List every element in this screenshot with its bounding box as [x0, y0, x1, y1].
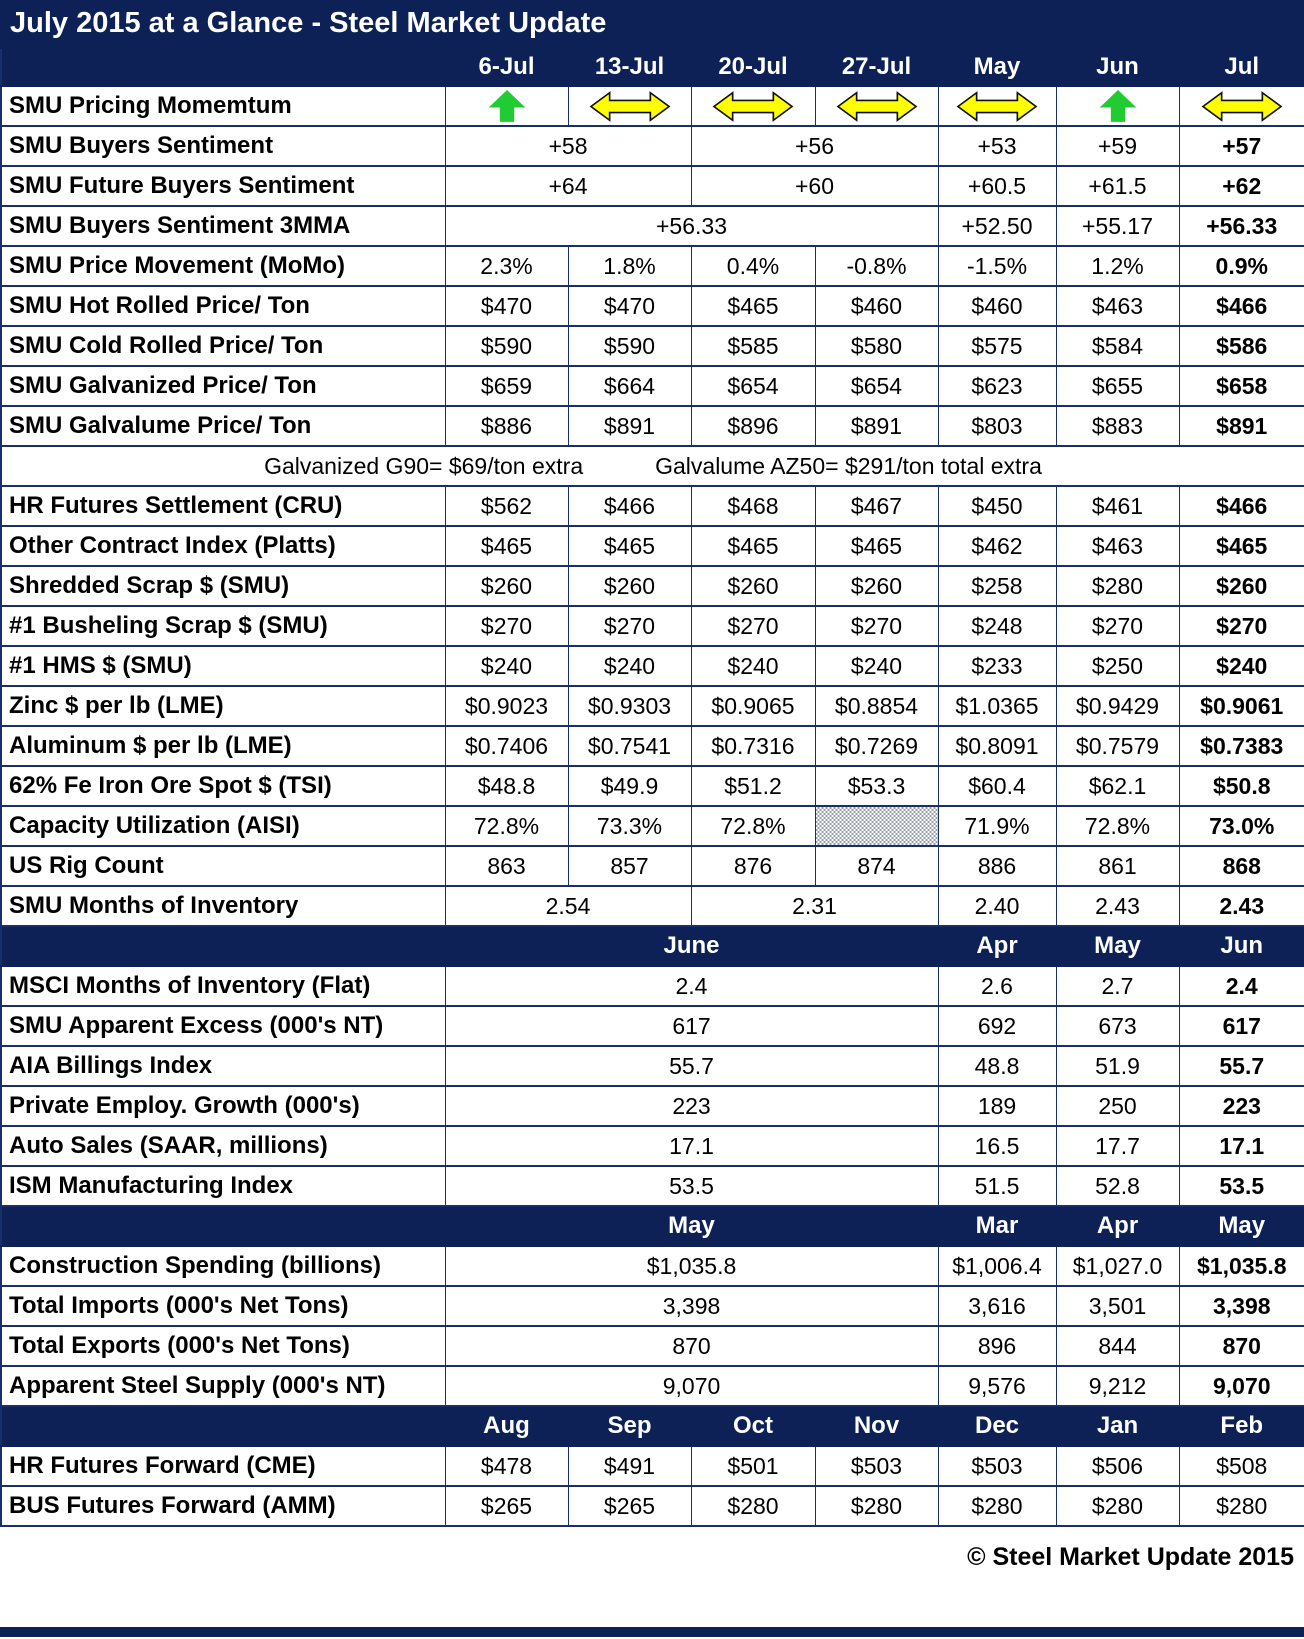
value-cell: 0.4% [691, 246, 815, 286]
row-label: Construction Spending (billions) [1, 1246, 445, 1286]
value-cell: $0.7406 [445, 726, 568, 766]
value-cell: $891 [568, 406, 691, 446]
value-cell: +52.50 [938, 206, 1056, 246]
value-cell: $623 [938, 366, 1056, 406]
value-cell: 2.43 [1056, 886, 1179, 926]
momentum-cell [815, 86, 938, 126]
month-header-cell: Apr [938, 926, 1056, 966]
momentum-cell [691, 86, 815, 126]
value-cell: 223 [1179, 1086, 1304, 1126]
value-cell: $270 [815, 606, 938, 646]
value-cell: $280 [1056, 566, 1179, 606]
value-cell: $280 [938, 1486, 1056, 1526]
value-cell: 2.4 [445, 966, 938, 1006]
table-row [1, 1126, 1304, 1166]
value-cell: $460 [815, 286, 938, 326]
row-label: MSCI Months of Inventory (Flat) [1, 966, 445, 1006]
column-header: Jul [1179, 48, 1304, 86]
month-header-cell: May [445, 1206, 938, 1246]
value-cell: $460 [938, 286, 1056, 326]
value-cell: $891 [1179, 406, 1304, 446]
row-label: AIA Billings Index [1, 1046, 445, 1086]
value-cell: -1.5% [938, 246, 1056, 286]
value-cell: 51.5 [938, 1166, 1056, 1206]
value-cell: $503 [815, 1446, 938, 1486]
value-cell: 72.8% [1056, 806, 1179, 846]
value-cell: $655 [1056, 366, 1179, 406]
row-label: SMU Buyers Sentiment 3MMA [1, 206, 445, 246]
row-label: SMU Buyers Sentiment [1, 126, 445, 166]
footnote-text: Galvalume AZ50= $291/ton total extra [655, 452, 1042, 479]
row-label: SMU Galvanized Price/ Ton [1, 366, 445, 406]
value-cell: 223 [445, 1086, 938, 1126]
row-label: #1 HMS $ (SMU) [1, 646, 445, 686]
no-data-hatch-cell [815, 806, 938, 846]
value-cell: 3,616 [938, 1286, 1056, 1326]
value-cell: 2.7 [1056, 966, 1179, 1006]
value-cell: 870 [445, 1326, 938, 1366]
row-label: SMU Months of Inventory [1, 886, 445, 926]
row-label: SMU Price Movement (MoMo) [1, 246, 445, 286]
row-label: Total Exports (000's Net Tons) [1, 1326, 445, 1366]
table-row [1, 686, 1304, 726]
value-cell: $280 [815, 1486, 938, 1526]
column-header: 13-Jul [568, 48, 691, 86]
value-cell: $280 [691, 1486, 815, 1526]
value-cell: $1,035.8 [445, 1246, 938, 1286]
value-cell: $463 [1056, 526, 1179, 566]
value-cell: 48.8 [938, 1046, 1056, 1086]
table-row [1, 1486, 1304, 1526]
value-cell: 9,212 [1056, 1366, 1179, 1406]
left-right-arrow-icon [1192, 90, 1292, 123]
row-label: Auto Sales (SAAR, millions) [1, 1126, 445, 1166]
value-cell: +64 [445, 166, 691, 206]
momentum-cell [938, 86, 1056, 126]
value-cell: -0.8% [815, 246, 938, 286]
value-cell: 896 [938, 1326, 1056, 1366]
value-cell: $260 [815, 566, 938, 606]
row-label: Total Imports (000's Net Tons) [1, 1286, 445, 1326]
column-header: Jun [1056, 48, 1179, 86]
table-row [1, 646, 1304, 686]
month-header-cell: Nov [815, 1406, 938, 1446]
table-row [1, 406, 1304, 446]
value-cell: 2.3% [445, 246, 568, 286]
value-cell: 870 [1179, 1326, 1304, 1366]
value-cell: $53.3 [815, 766, 938, 806]
row-label: Shredded Scrap $ (SMU) [1, 566, 445, 606]
table-row [1, 726, 1304, 766]
row-label: Other Contract Index (Platts) [1, 526, 445, 566]
month-header-row [1, 1406, 1304, 1446]
row-label: Private Employ. Growth (000's) [1, 1086, 445, 1126]
value-cell: $508 [1179, 1446, 1304, 1486]
value-cell: $891 [815, 406, 938, 446]
value-cell: $0.8091 [938, 726, 1056, 766]
value-cell: $468 [691, 486, 815, 526]
value-cell: $467 [815, 486, 938, 526]
value-cell: 3,398 [1179, 1286, 1304, 1326]
row-label: 62% Fe Iron Ore Spot $ (TSI) [1, 766, 445, 806]
value-cell: $265 [445, 1486, 568, 1526]
value-cell: 9,576 [938, 1366, 1056, 1406]
row-label: Zinc $ per lb (LME) [1, 686, 445, 726]
value-cell: 1.8% [568, 246, 691, 286]
value-cell: 55.7 [445, 1046, 938, 1086]
value-cell: 857 [568, 846, 691, 886]
value-cell: $0.9061 [1179, 686, 1304, 726]
value-cell: $62.1 [1056, 766, 1179, 806]
up-arrow-icon [475, 89, 539, 123]
page-title: July 2015 at a Glance - Steel Market Update [10, 7, 607, 39]
value-cell: 72.8% [691, 806, 815, 846]
value-cell: $883 [1056, 406, 1179, 446]
value-cell: 3,501 [1056, 1286, 1179, 1326]
table-row [1, 246, 1304, 286]
value-cell: $562 [445, 486, 568, 526]
table-row [1, 846, 1304, 886]
market-table [0, 47, 1304, 1527]
value-cell: $465 [1179, 526, 1304, 566]
value-cell: 1.2% [1056, 246, 1179, 286]
value-cell: $0.9023 [445, 686, 568, 726]
value-cell: $1,006.4 [938, 1246, 1056, 1286]
value-cell: $240 [568, 646, 691, 686]
value-cell: $586 [1179, 326, 1304, 366]
value-cell: $265 [568, 1486, 691, 1526]
value-cell: $0.7383 [1179, 726, 1304, 766]
value-cell: 250 [1056, 1086, 1179, 1126]
value-cell: $1.0365 [938, 686, 1056, 726]
value-cell: 16.5 [938, 1126, 1056, 1166]
value-cell: $240 [1179, 646, 1304, 686]
momentum-cell [1056, 86, 1179, 126]
value-cell: $270 [691, 606, 815, 646]
month-header-cell: June [445, 926, 938, 966]
value-cell: +57 [1179, 126, 1304, 166]
value-cell: $0.7316 [691, 726, 815, 766]
month-header-spacer [1, 1406, 445, 1446]
table-row [1, 286, 1304, 326]
value-cell: $463 [1056, 286, 1179, 326]
row-label: US Rig Count [1, 846, 445, 886]
value-cell: 844 [1056, 1326, 1179, 1366]
value-cell: $0.7579 [1056, 726, 1179, 766]
value-cell: $465 [691, 526, 815, 566]
table-row [1, 86, 1304, 126]
value-cell: $0.9065 [691, 686, 815, 726]
value-cell: 868 [1179, 846, 1304, 886]
value-cell: +60.5 [938, 166, 1056, 206]
value-cell: +59 [1056, 126, 1179, 166]
value-cell: +61.5 [1056, 166, 1179, 206]
value-cell: $658 [1179, 366, 1304, 406]
row-label: Capacity Utilization (AISI) [1, 806, 445, 846]
row-label: BUS Futures Forward (AMM) [1, 1486, 445, 1526]
table-row [1, 526, 1304, 566]
value-cell: 72.8% [445, 806, 568, 846]
bottom-bar [0, 1627, 1304, 1637]
value-cell: $260 [1179, 566, 1304, 606]
row-label: SMU Galvalume Price/ Ton [1, 406, 445, 446]
value-cell: 73.3% [568, 806, 691, 846]
value-cell: 9,070 [1179, 1366, 1304, 1406]
value-cell: 861 [1056, 846, 1179, 886]
value-cell: $270 [445, 606, 568, 646]
value-cell: $240 [691, 646, 815, 686]
row-label: Aluminum $ per lb (LME) [1, 726, 445, 766]
value-cell: $654 [815, 366, 938, 406]
value-cell: $584 [1056, 326, 1179, 366]
value-cell: $590 [445, 326, 568, 366]
row-label: SMU Cold Rolled Price/ Ton [1, 326, 445, 366]
value-cell: +55.17 [1056, 206, 1179, 246]
value-cell: 2.31 [691, 886, 938, 926]
value-cell: $48.8 [445, 766, 568, 806]
month-header-cell: Jun [1179, 926, 1304, 966]
table-row [1, 486, 1304, 526]
value-cell: 3,398 [445, 1286, 938, 1326]
value-cell: $465 [691, 286, 815, 326]
value-cell: 17.7 [1056, 1126, 1179, 1166]
row-label: SMU Pricing Momemtum [1, 86, 445, 126]
value-cell: $506 [1056, 1446, 1179, 1486]
value-cell: 0.9% [1179, 246, 1304, 286]
month-header-cell: Mar [938, 1206, 1056, 1246]
left-right-arrow-icon [580, 90, 680, 123]
value-cell: +60 [691, 166, 938, 206]
value-cell: $503 [938, 1446, 1056, 1486]
month-header-cell: May [1179, 1206, 1304, 1246]
value-cell: $470 [568, 286, 691, 326]
value-cell: 17.1 [445, 1126, 938, 1166]
footer [0, 1527, 1304, 1637]
month-header-cell: Dec [938, 1406, 1056, 1446]
left-right-arrow-icon [947, 90, 1047, 123]
value-cell: 73.0% [1179, 806, 1304, 846]
table-row [1, 966, 1304, 1006]
value-cell: $886 [445, 406, 568, 446]
table-row [1, 886, 1304, 926]
left-right-arrow-icon [703, 90, 803, 123]
value-cell: 863 [445, 846, 568, 886]
value-cell: $240 [445, 646, 568, 686]
value-cell: +58 [445, 126, 691, 166]
footnote [1, 446, 1304, 486]
value-cell: $0.7269 [815, 726, 938, 766]
column-header: 6-Jul [445, 48, 568, 86]
month-header-cell: Jan [1056, 1406, 1179, 1446]
value-cell: $233 [938, 646, 1056, 686]
value-cell: $465 [445, 526, 568, 566]
month-header-cell: May [1056, 926, 1179, 966]
value-cell: $470 [445, 286, 568, 326]
value-cell: 874 [815, 846, 938, 886]
value-cell: 2.40 [938, 886, 1056, 926]
value-cell: $465 [568, 526, 691, 566]
value-cell: $466 [568, 486, 691, 526]
value-cell: $260 [568, 566, 691, 606]
table-row [1, 1046, 1304, 1086]
value-cell: +56 [691, 126, 938, 166]
month-header-cell: Feb [1179, 1406, 1304, 1446]
value-cell: $664 [568, 366, 691, 406]
value-cell: 52.8 [1056, 1166, 1179, 1206]
month-header-spacer [1, 926, 445, 966]
table-row [1, 126, 1304, 166]
row-label: SMU Apparent Excess (000's NT) [1, 1006, 445, 1046]
value-cell: $465 [815, 526, 938, 566]
value-cell: $462 [938, 526, 1056, 566]
value-cell: $580 [815, 326, 938, 366]
value-cell: $896 [691, 406, 815, 446]
value-cell: 53.5 [445, 1166, 938, 1206]
table-row [1, 1366, 1304, 1406]
table-row [1, 1246, 1304, 1286]
footnote-row [1, 446, 1304, 486]
market-table-body [1, 48, 1304, 1526]
left-right-arrow-icon [827, 90, 927, 123]
value-cell: $466 [1179, 486, 1304, 526]
value-cell: $258 [938, 566, 1056, 606]
value-cell: 17.1 [1179, 1126, 1304, 1166]
row-label: #1 Busheling Scrap $ (SMU) [1, 606, 445, 646]
row-label: SMU Future Buyers Sentiment [1, 166, 445, 206]
value-cell: +62 [1179, 166, 1304, 206]
value-cell: 673 [1056, 1006, 1179, 1046]
value-cell: 2.54 [445, 886, 691, 926]
value-cell: +56.33 [1179, 206, 1304, 246]
value-cell: 876 [691, 846, 815, 886]
value-cell: $654 [691, 366, 815, 406]
value-cell: $590 [568, 326, 691, 366]
table-row [1, 606, 1304, 646]
value-cell: $501 [691, 1446, 815, 1486]
value-cell: $0.9429 [1056, 686, 1179, 726]
value-cell: $0.9303 [568, 686, 691, 726]
row-label: ISM Manufacturing Index [1, 1166, 445, 1206]
column-header-spacer [1, 48, 445, 86]
month-header-cell: Oct [691, 1406, 815, 1446]
value-cell: 886 [938, 846, 1056, 886]
momentum-cell [445, 86, 568, 126]
row-label: Apparent Steel Supply (000's NT) [1, 1366, 445, 1406]
value-cell: $50.8 [1179, 766, 1304, 806]
value-cell: $1,027.0 [1056, 1246, 1179, 1286]
value-cell: 2.6 [938, 966, 1056, 1006]
value-cell: $280 [1179, 1486, 1304, 1526]
value-cell: $466 [1179, 286, 1304, 326]
row-label: SMU Hot Rolled Price/ Ton [1, 286, 445, 326]
value-cell: $49.9 [568, 766, 691, 806]
value-cell: $461 [1056, 486, 1179, 526]
month-header-cell: Sep [568, 1406, 691, 1446]
value-cell: $1,035.8 [1179, 1246, 1304, 1286]
value-cell: $450 [938, 486, 1056, 526]
column-header: May [938, 48, 1056, 86]
value-cell: 617 [1179, 1006, 1304, 1046]
month-header-row [1, 1206, 1304, 1246]
table-row [1, 1166, 1304, 1206]
value-cell: $0.8854 [815, 686, 938, 726]
value-cell: 53.5 [1179, 1166, 1304, 1206]
value-cell: +53 [938, 126, 1056, 166]
value-cell: $260 [691, 566, 815, 606]
value-cell: 2.4 [1179, 966, 1304, 1006]
table-row [1, 326, 1304, 366]
column-header: 27-Jul [815, 48, 938, 86]
value-cell: $60.4 [938, 766, 1056, 806]
table-row [1, 1006, 1304, 1046]
value-cell: 51.9 [1056, 1046, 1179, 1086]
up-arrow-icon [1086, 89, 1150, 123]
value-cell: 189 [938, 1086, 1056, 1126]
value-cell: 692 [938, 1006, 1056, 1046]
value-cell: $803 [938, 406, 1056, 446]
table-row [1, 366, 1304, 406]
column-header: 20-Jul [691, 48, 815, 86]
column-header-row [1, 48, 1304, 86]
momentum-cell [568, 86, 691, 126]
month-header-row [1, 926, 1304, 966]
row-label: HR Futures Forward (CME) [1, 1446, 445, 1486]
value-cell: 71.9% [938, 806, 1056, 846]
value-cell: $51.2 [691, 766, 815, 806]
value-cell: 617 [445, 1006, 938, 1046]
value-cell: 55.7 [1179, 1046, 1304, 1086]
value-cell: $260 [445, 566, 568, 606]
table-row [1, 166, 1304, 206]
copyright-text: © Steel Market Update 2015 [967, 1543, 1294, 1571]
month-header-cell: Apr [1056, 1206, 1179, 1246]
value-cell: $248 [938, 606, 1056, 646]
table-row [1, 1326, 1304, 1366]
table-row [1, 1086, 1304, 1126]
value-cell: $659 [445, 366, 568, 406]
row-label: HR Futures Settlement (CRU) [1, 486, 445, 526]
value-cell: $478 [445, 1446, 568, 1486]
month-header-spacer [1, 1206, 445, 1246]
title-bar [0, 0, 1304, 47]
table-row [1, 806, 1304, 846]
table-row [1, 766, 1304, 806]
value-cell: $270 [1056, 606, 1179, 646]
value-cell: 9,070 [445, 1366, 938, 1406]
value-cell: $585 [691, 326, 815, 366]
value-cell: +56.33 [445, 206, 938, 246]
value-cell: $575 [938, 326, 1056, 366]
value-cell: $0.7541 [568, 726, 691, 766]
table-row [1, 1286, 1304, 1326]
month-header-cell: Aug [445, 1406, 568, 1446]
footnote-text: Galvanized G90= $69/ton extra [264, 452, 584, 479]
momentum-cell [1179, 86, 1304, 126]
table-row [1, 206, 1304, 246]
value-cell: $270 [568, 606, 691, 646]
value-cell: $250 [1056, 646, 1179, 686]
table-row [1, 1446, 1304, 1486]
value-cell: $491 [568, 1446, 691, 1486]
value-cell: $270 [1179, 606, 1304, 646]
value-cell: 2.43 [1179, 886, 1304, 926]
table-row [1, 566, 1304, 606]
value-cell: $280 [1056, 1486, 1179, 1526]
value-cell: $240 [815, 646, 938, 686]
